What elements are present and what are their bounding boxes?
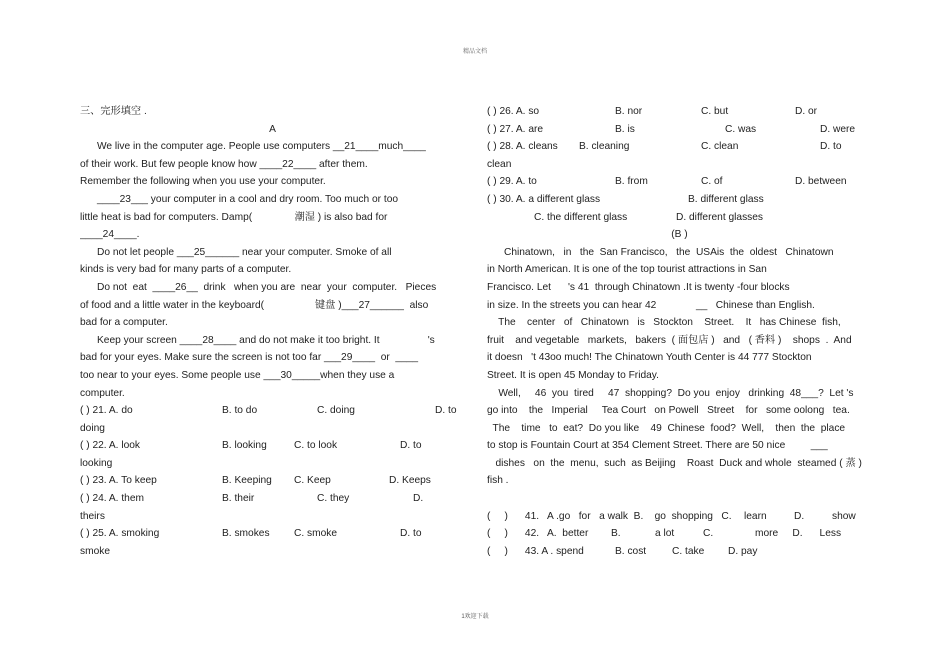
passage-line: it doesn 't 43oo much! The Chinatown Youth Center is 44 777 Stockton [487, 352, 812, 364]
question-stem: ( ) 23. A. To keep [80, 475, 157, 487]
option-b: B. nor [615, 106, 643, 117]
passage-line: of food and a little water in the keyboard( 键盘 )___27______ also [80, 299, 429, 311]
passage-line: computer. [80, 387, 125, 399]
passage-a [80, 138, 465, 402]
question-30-line2 [487, 209, 872, 227]
option-c-letter: C. [703, 528, 714, 540]
option-b: B. different glass [688, 193, 764, 205]
option-b: B. cleaning [579, 141, 630, 153]
option-c: C. take [672, 545, 705, 557]
footer-note: 1欢迎下载 [461, 614, 489, 620]
question-28-continued: clean [487, 158, 512, 170]
question-22 [80, 437, 465, 455]
question-stem: ( ) 25. A. smoking [80, 528, 160, 540]
spacer [487, 490, 872, 508]
option-d: D. different glasses [676, 211, 764, 223]
question-stem: ( ) 42. A. better B. [487, 528, 621, 540]
passage-line: Remember the following when you use your computer. [80, 176, 326, 188]
passage-line: fish . [487, 475, 509, 487]
option-d: D. to [400, 440, 422, 452]
option-c: C. the different glass [534, 211, 628, 223]
option-d: D. Keeps [389, 475, 431, 487]
option-d: D. to [400, 528, 422, 540]
question-43 [487, 543, 872, 561]
question-21 [80, 402, 465, 420]
questions-21-25 [80, 402, 465, 560]
question-stem: ( ) 41. A .go for a walk B. go shopping C. [487, 510, 732, 522]
question-stem: ( ) 30. A. a different glass [487, 193, 601, 205]
passage-line: too near to your eyes. Some people use ___30_____when they use a [80, 369, 395, 381]
passage-line: Francisco. Let 's 41 through Chinatown .It is twenty -four blocks [487, 281, 790, 293]
question-24 [80, 490, 465, 508]
option-d: D. between [795, 176, 847, 188]
passage-line: We live in the computer age. People use computers __21____much____ [80, 141, 426, 153]
question-27 [487, 121, 872, 139]
option-c: C. of [701, 176, 723, 188]
passage-line: Well, 46 you tired 47 shopping? Do you enjoy drinking 48___? Let 's [487, 387, 854, 399]
passage-line: bad for a computer. [80, 317, 168, 329]
option-b: B. Keeping [222, 475, 272, 487]
question-stem: ( ) 27. A. are [487, 123, 544, 135]
questions-41-43 [487, 508, 872, 561]
passage-line: Street. It is open 45 Monday to Friday. [487, 369, 659, 381]
question-24-continued: theirs [80, 510, 105, 522]
option-b: B. their [222, 493, 255, 505]
question-stem: ( ) 43. A . spend [487, 545, 584, 557]
option-d: D. [413, 493, 424, 505]
question-42 [487, 525, 872, 543]
option-c: C. clean [701, 141, 739, 153]
indent [487, 209, 534, 227]
section-title: 三、完形填空 . [80, 106, 147, 117]
option-b: B. cost [615, 545, 647, 557]
question-22-continued: looking [80, 457, 113, 469]
question-stem: ( ) 29. A. to [487, 176, 537, 188]
question-23 [80, 472, 465, 490]
option-b-text: a lot [655, 528, 675, 540]
passage-line: ____24____. [80, 229, 140, 241]
option-c-d: more D. Less [755, 528, 842, 540]
passage-line: Do not eat ____26__ drink when you are near your computer. Pieces [80, 281, 437, 293]
option-e: show [832, 510, 856, 522]
passage-line: The time to eat? Do you like 49 Chinese food? Well, then the place [487, 422, 846, 434]
question-26 [487, 103, 872, 121]
passage-line: fruit and vegetable markets, bakers ( 面包店 ) and ( 香料 ) shops . And [487, 334, 852, 346]
option-b: B. from [615, 176, 648, 188]
passage-line: of their work. But few people know how ____22____ after them. [80, 158, 368, 170]
option-d: D. to [435, 405, 457, 417]
question-28 [487, 138, 872, 156]
header-note: 精品文档 [462, 49, 487, 55]
question-stem: ( ) 21. A. do [80, 405, 133, 417]
option-c: C. doing [317, 405, 355, 417]
option-b: B. to do [222, 405, 258, 417]
passage-line: The center of Chinatown is Stockton Street. It has Chinese fish, [487, 317, 841, 329]
passage-line: in North American. It is one of the top tourist attractions in San [487, 264, 767, 276]
question-41 [487, 508, 872, 526]
passage-line: Keep your screen ____28____ and do not make it too bright. It 's [80, 334, 435, 346]
question-stem: ( ) 24. A. them [80, 493, 144, 505]
question-stem: ( ) 26. A. so [487, 106, 540, 117]
option-d: D. to [820, 141, 842, 153]
question-21-continued: doing [80, 422, 105, 434]
question-stem: ( ) 28. A. cleans [487, 141, 558, 153]
option-c: C. was [725, 123, 757, 135]
option-d: D. were [820, 123, 856, 135]
option-c: C. Keep [294, 475, 331, 487]
right-column [487, 103, 872, 560]
questions-26-30 [487, 103, 872, 226]
option-b: B. looking [222, 440, 267, 452]
passage-line: bad for your eyes. Make sure the screen is not too far ___29____ or ____ [80, 352, 419, 364]
option-c: C. to look [294, 440, 338, 452]
option-c: C. smoke [294, 528, 338, 540]
passage-b-label: (B ) [671, 229, 688, 241]
passage-line: kinds is very bad for many parts of a computer. [80, 264, 292, 276]
option-c: C. they [317, 493, 350, 505]
option-d: D. or [795, 106, 818, 117]
passage-line: dishes on the menu, such as Beijing Roast Duck and whole steamed ( 蒸 ) [487, 457, 862, 469]
passage-a-label: A [269, 123, 276, 135]
passage-line: little heat is bad for computers. Damp( 潮湿 ) is also bad for [80, 211, 388, 223]
option-d: D. pay [728, 545, 758, 557]
passage-line: Do not let people ___25______ near your computer. Smoke of all [80, 246, 392, 258]
passage-line: in size. In the streets you can hear 42 __ Chinese than English. [487, 299, 815, 311]
option-c: C. but [701, 106, 729, 117]
left-column [80, 103, 465, 560]
question-25-continued: smoke [80, 545, 111, 557]
option-c: learn [744, 510, 767, 522]
passage-line: Chinatown, in the San Francisco, the USAis the oldest Chinatown [487, 246, 834, 258]
question-30 [487, 191, 872, 209]
option-d: D. [794, 510, 805, 522]
passage-line: to stop is Fountain Court at 354 Clement Street. There are 50 nice ___ [487, 440, 828, 452]
passage-line: go into the Imperial Tea Court on Powell Street for some oolong tea. [487, 405, 850, 417]
passage-line: ____23___ your computer in a cool and dry room. Too much or too [80, 193, 399, 205]
passage-b [487, 244, 872, 490]
option-b: B. smokes [222, 528, 270, 540]
question-stem: ( ) 22. A. look [80, 440, 141, 452]
question-25 [80, 525, 465, 543]
option-b: B. is [615, 123, 635, 135]
question-29 [487, 173, 872, 191]
